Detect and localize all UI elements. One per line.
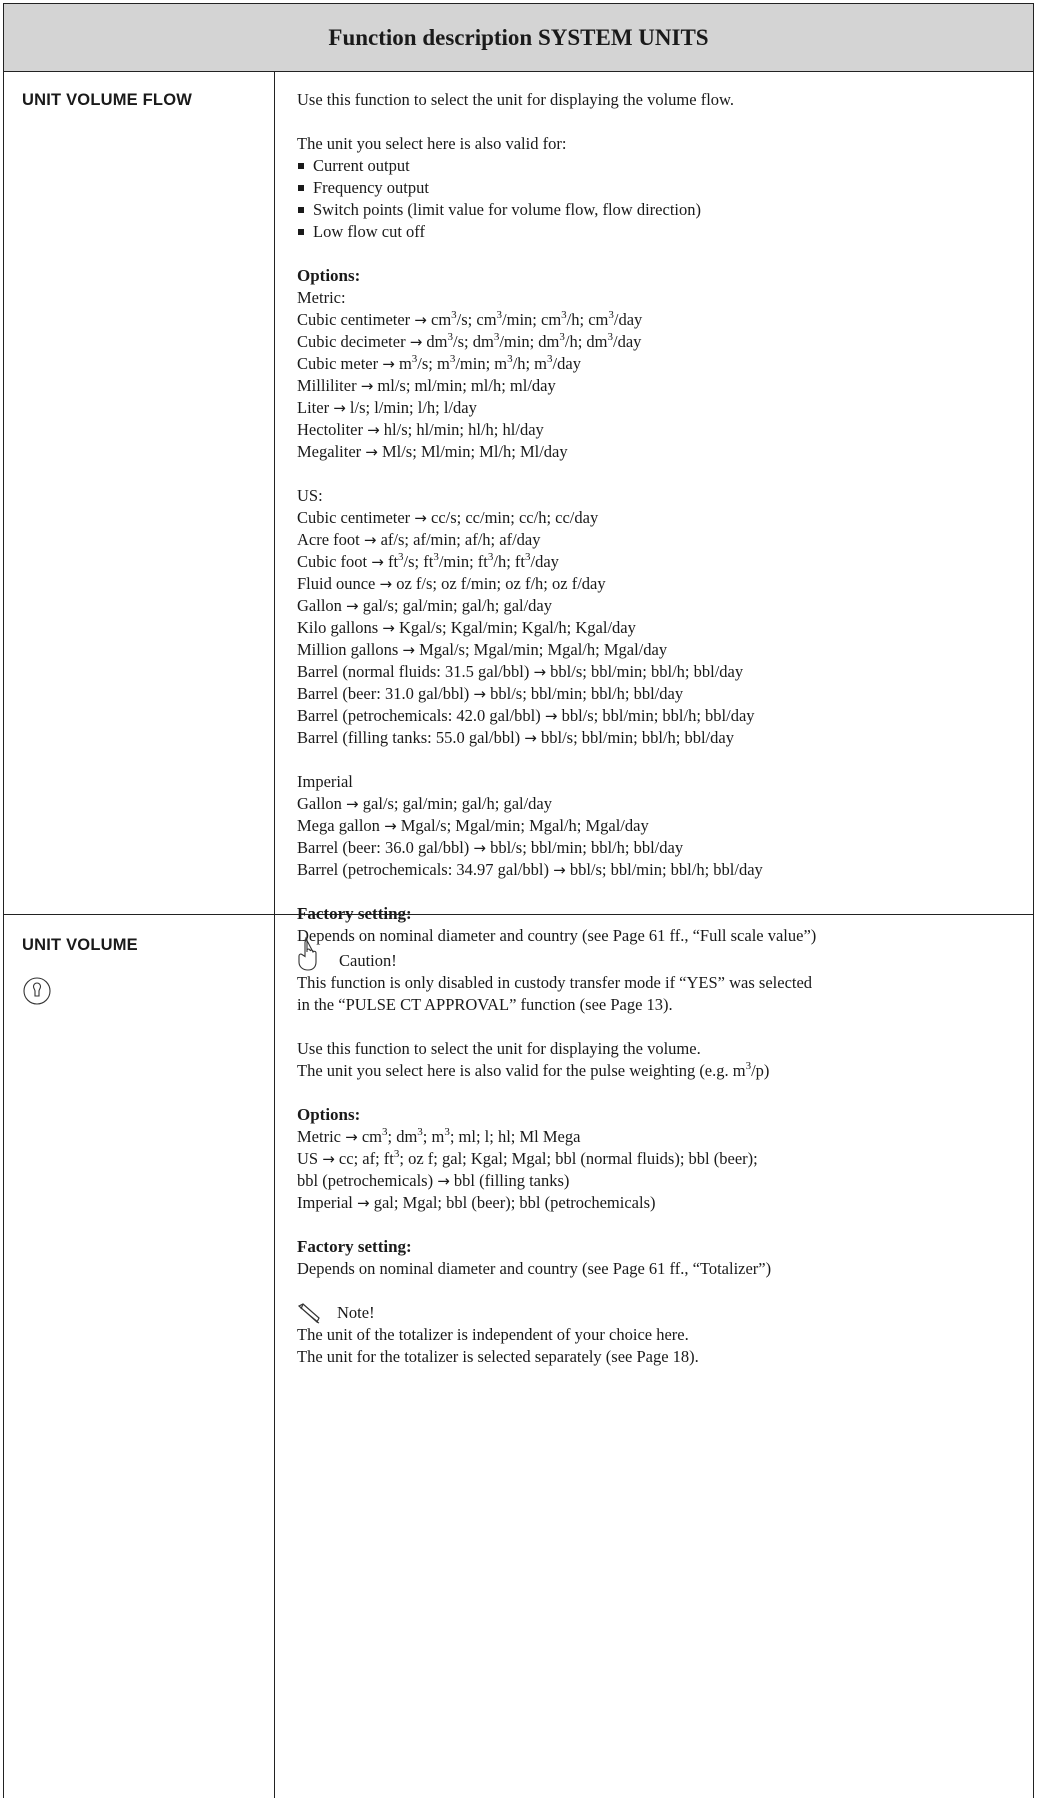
- column-divider: [274, 71, 275, 1798]
- unit-name: Kilo gallons: [297, 618, 379, 637]
- unit-name: Liter: [297, 398, 330, 417]
- arrow-icon: →: [533, 663, 547, 681]
- unit-line: [297, 683, 1017, 705]
- caution-text: in the “PULSE CT APPROVAL” function (see Page 13).: [297, 995, 673, 1014]
- unit-values: $cm^3/s$; $cm^3/\min$; $cm^3/h$; $cm^3$/day: [431, 308, 643, 329]
- factory-setting-text: Depends on nominal diameter and country (see Page 61 ff., “Full scale value”): [297, 926, 817, 945]
- arrow-icon: →: [382, 355, 395, 373]
- unit-name: Barrel (beer: 31.0 gal/bbl): [297, 684, 470, 703]
- table-header: [4, 4, 1033, 72]
- unit-line: [297, 793, 1017, 815]
- arrow-icon: →: [414, 509, 427, 527]
- unit-line: [297, 375, 1017, 397]
- unit-line: [297, 551, 1017, 573]
- unit-line: [297, 397, 1017, 419]
- arrow-icon: →: [367, 421, 380, 439]
- factory-setting-heading: Factory setting:: [297, 1237, 412, 1256]
- unit-values: bbl (petrochemicals): [297, 1171, 434, 1190]
- unit-line: [297, 1170, 1017, 1192]
- arrow-icon: →: [360, 377, 374, 395]
- caution-text: This function is only disabled in custody transfer mode if “YES” was selected: [297, 973, 813, 992]
- unit-name: Milliliter: [297, 376, 357, 395]
- note-text: The unit of the totalizer is independent of your choice here.: [297, 1325, 689, 1344]
- unit-line: [297, 859, 1017, 881]
- unit-line: [297, 661, 1017, 683]
- arrow-icon: →: [357, 1194, 370, 1212]
- pointing-hand-icon: [297, 936, 319, 972]
- arrow-icon: →: [409, 333, 423, 351]
- unit-values: $m^3/s$; $m^3/\min$; $m^3/h$; $m^3$/day: [398, 352, 581, 373]
- arrow-icon: →: [382, 619, 395, 637]
- intro-text: Use this function to select the unit for displaying the volume flow.: [297, 90, 735, 109]
- arrow-icon: →: [402, 641, 415, 659]
- arrow-icon: →: [346, 795, 359, 813]
- unit-line: [297, 507, 1017, 529]
- unit-name: Acre foot: [297, 530, 360, 549]
- intro-text: The unit you select here is also valid for the pulse weighting (e.g. $m^3/p$): [297, 1059, 770, 1080]
- us-heading: US:: [297, 486, 323, 505]
- unit-line: [297, 617, 1017, 639]
- arrow-icon: →: [371, 553, 384, 571]
- unit-name: Barrel (filling tanks: 55.0 gal/bbl): [297, 728, 521, 747]
- arrow-icon: →: [322, 1150, 335, 1168]
- arrow-icon: →: [363, 531, 377, 549]
- options-heading: Options:: [297, 266, 361, 285]
- unit-values: $dm^3/s$; $dm^3/\min$; $dm^3/h$; $dm^3$/day: [426, 330, 642, 351]
- unit-name: Cubic centimeter: [297, 508, 411, 527]
- unit-name: Cubic centimeter: [297, 310, 411, 329]
- unit-line: [297, 573, 1017, 595]
- unit-values: $ft^3/s$; $ft^3/\min$; $ft^3/h$; $ft^3$/day: [387, 550, 559, 571]
- unit-name: Gallon: [297, 794, 342, 813]
- unit-values: ml/s; ml/min; ml/h; ml/day: [377, 376, 556, 395]
- arrow-icon: →: [345, 1128, 358, 1146]
- unit-line: [297, 727, 1017, 749]
- arrow-icon: →: [473, 685, 486, 703]
- arrow-icon: →: [365, 443, 378, 461]
- output-list: [297, 155, 1017, 243]
- list-item: Switch points (limit value for volume flow, flow direction): [297, 199, 1017, 221]
- factory-setting-text: Depends on nominal diameter and country (see Page 61 ff., “Totalizer”): [297, 1259, 772, 1278]
- unit-name: Megaliter: [297, 442, 362, 461]
- unit-values: Ml/s; Ml/min; Ml/h; Ml/day: [381, 442, 568, 461]
- unit-name: Fluid ounce: [297, 574, 376, 593]
- arrow-icon: →: [553, 861, 566, 879]
- unit-name: US: [297, 1149, 319, 1168]
- table-title: Function description SYSTEM UNITS: [328, 24, 709, 50]
- arrow-icon: →: [473, 839, 486, 857]
- row-label-unit-volume-flow: UNIT VOLUME FLOW: [22, 91, 193, 109]
- arrow-icon: →: [346, 597, 359, 615]
- unit-line: [297, 1148, 1017, 1170]
- row-content-unit-volume: [297, 932, 1017, 1368]
- arrow-icon: →: [379, 575, 393, 593]
- custody-lock-icon: [22, 976, 52, 1006]
- unit-line: [297, 1192, 1017, 1214]
- note-block: [297, 1302, 1017, 1324]
- list-item: Low flow cut off: [297, 221, 1017, 243]
- factory-setting-heading: Factory setting:: [297, 904, 412, 923]
- unit-values: hl/s; hl/min; hl/h; hl/day: [383, 420, 544, 439]
- caution-block: [297, 932, 1017, 972]
- unit-line: [297, 419, 1017, 441]
- unit-values: cc/s; cc/min; cc/h; cc/day: [431, 508, 599, 527]
- caution-title: Caution!: [339, 951, 397, 970]
- unit-name: Imperial: [297, 1193, 353, 1212]
- unit-values: Mgal/s; Mgal/min; Mgal/h; Mgal/day: [419, 640, 668, 659]
- unit-line: [297, 815, 1017, 837]
- function-table: [3, 3, 1034, 1798]
- unit-line: [297, 705, 1017, 727]
- arrow-icon: →: [384, 817, 397, 835]
- unit-name: Mega gallon: [297, 816, 380, 835]
- unit-line: [297, 1126, 1017, 1148]
- unit-name: Barrel (beer: 36.0 gal/bbl): [297, 838, 470, 857]
- unit-line: [297, 529, 1017, 551]
- list-item: Frequency output: [297, 177, 1017, 199]
- unit-name: Gallon: [297, 596, 342, 615]
- unit-values: gal/s; gal/min; gal/h; gal/day: [362, 596, 553, 615]
- unit-name: Cubic meter: [297, 354, 379, 373]
- unit-values: Mgal/s; Mgal/min; Mgal/h; Mgal/day: [400, 816, 649, 835]
- unit-line: [297, 441, 1017, 463]
- unit-values: bbl/s; bbl/min; bbl/h; bbl/day: [569, 860, 763, 879]
- arrow-icon: →: [544, 707, 558, 725]
- unit-values: bbl/s; bbl/min; bbl/h; bbl/day: [490, 838, 684, 857]
- note-title: Note!: [337, 1303, 375, 1322]
- unit-name: Cubic decimeter: [297, 332, 406, 351]
- unit-line: [297, 331, 1017, 353]
- unit-values: gal; Mgal; bbl (beer); bbl (petrochemicals): [373, 1193, 656, 1212]
- unit-values: bbl/s; bbl/min; bbl/h; bbl/day: [561, 706, 755, 725]
- arrow-icon: →: [333, 399, 346, 417]
- unit-line: [297, 639, 1017, 661]
- unit-values: bbl/s; bbl/min; bbl/h; bbl/day: [550, 662, 744, 681]
- note-text: The unit for the totalizer is selected separately (see Page 18).: [297, 1347, 699, 1366]
- metric-unit-list: [297, 309, 1017, 463]
- unit-values: cc; af; $ft^3$; oz f; gal; Kgal; Mgal; bbl (normal fluids); bbl (beer);: [338, 1147, 758, 1168]
- options-heading: Options:: [297, 1105, 361, 1124]
- unit-line: [297, 837, 1017, 859]
- unit-values: bbl (filling tanks): [453, 1171, 570, 1190]
- arrow-icon: →: [414, 311, 427, 329]
- metric-heading: Metric:: [297, 288, 346, 307]
- unit-line: [297, 595, 1017, 617]
- unit-values: Kgal/s; Kgal/min; Kgal/h; Kgal/day: [398, 618, 636, 637]
- row-content-unit-volume-flow: [297, 89, 1017, 947]
- arrow-icon: →: [437, 1172, 450, 1190]
- unit-values: af/s; af/min; af/h; af/day: [380, 530, 541, 549]
- unit-line: [297, 309, 1017, 331]
- unit-name: Metric: [297, 1127, 341, 1146]
- unit-values: oz f/s; oz f/min; oz f/h; oz f/day: [396, 574, 606, 593]
- unit-values: $cm^3$; $dm^3$; $m^3$; ml; l; hl; Ml Mega: [361, 1125, 581, 1146]
- unit-values: bbl/s; bbl/min; bbl/h; bbl/day: [490, 684, 684, 703]
- row-label-unit-volume: UNIT VOLUME: [22, 936, 138, 954]
- unit-values: gal/s; gal/min; gal/h; gal/day: [362, 794, 553, 813]
- intro-text: Use this function to select the unit for displaying the volume.: [297, 1039, 701, 1058]
- pencil-note-icon: [297, 1302, 321, 1324]
- imperial-unit-list: [297, 793, 1017, 881]
- unit-name: Cubic foot: [297, 552, 368, 571]
- unit-name: Hectoliter: [297, 420, 363, 439]
- unit-line: [297, 353, 1017, 375]
- unit-name: Million gallons: [297, 640, 399, 659]
- unit-name: Barrel (normal fluids: 31.5 gal/bbl): [297, 662, 530, 681]
- imperial-heading: Imperial: [297, 772, 353, 791]
- unit-name: Barrel (petrochemicals: 34.97 gal/bbl): [297, 860, 549, 879]
- unit-values: l/s; l/min; l/h; l/day: [349, 398, 477, 417]
- arrow-icon: →: [524, 729, 537, 747]
- unit-values: bbl/s; bbl/min; bbl/h; bbl/day: [541, 728, 734, 747]
- list-item: Current output: [297, 155, 1017, 177]
- also-valid-text: The unit you select here is also valid for:: [297, 134, 567, 153]
- us-unit-list: [297, 507, 1017, 749]
- unit-name: Barrel (petrochemicals: 42.0 gal/bbl): [297, 706, 541, 725]
